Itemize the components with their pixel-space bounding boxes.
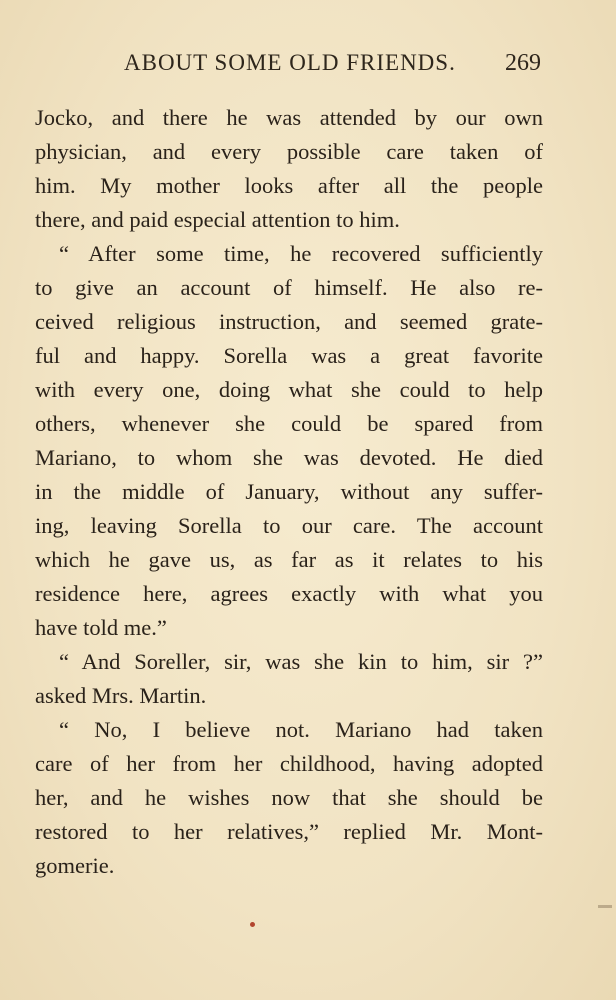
text-line: restored to her relatives,” replied Mr. Mont- [35,819,543,844]
text-line: with every one, doing what she could to help [35,377,543,402]
text-line: to give an account of himself. He also re- [35,275,543,300]
text-line: care of her from her childhood, having adopted [35,751,543,776]
running-title: ABOUT SOME OLD FRIENDS. [124,50,456,75]
text-line: ceived religious instruction, and seemed grate- [35,309,543,334]
page-header [0,50,616,84]
text-line: ful and happy. Sorella was a great favorite [35,343,543,368]
text-line: in the middle of January, without any suffer- [35,479,543,504]
ink-speck [250,922,255,927]
text-line: Jocko, and there he was attended by our own [35,105,543,130]
text-line: him. My mother looks after all the people [35,173,543,198]
text-line: “ After some time, he recovered sufficiently [59,241,543,266]
text-line: residence here, agrees exactly with what you [35,581,543,606]
text-line: there, and paid especial attention to him. [35,207,400,232]
text-line: which he gave us, as far as it relates to his [35,547,543,572]
text-line: physician, and every possible care taken of [35,139,543,164]
page-number: 269 [505,50,541,76]
text-line: her, and he wishes now that she should be [35,785,543,810]
body-text [35,101,543,883]
text-line: ing, leaving Sorella to our care. The account [35,513,543,538]
text-line: Mariano, to whom she was devoted. He died [35,445,543,470]
text-line: gomerie. [35,853,115,878]
text-line: asked Mrs. Martin. [35,683,207,708]
text-line: have told me.” [35,615,167,640]
text-line: “ No, I believe not. Mariano had taken [59,717,543,742]
text-line: “ And Soreller, sir, was she kin to him, sir ?” [59,649,543,674]
text-line: others, whenever she could be spared from [35,411,543,436]
page-edge-mark [598,905,612,908]
